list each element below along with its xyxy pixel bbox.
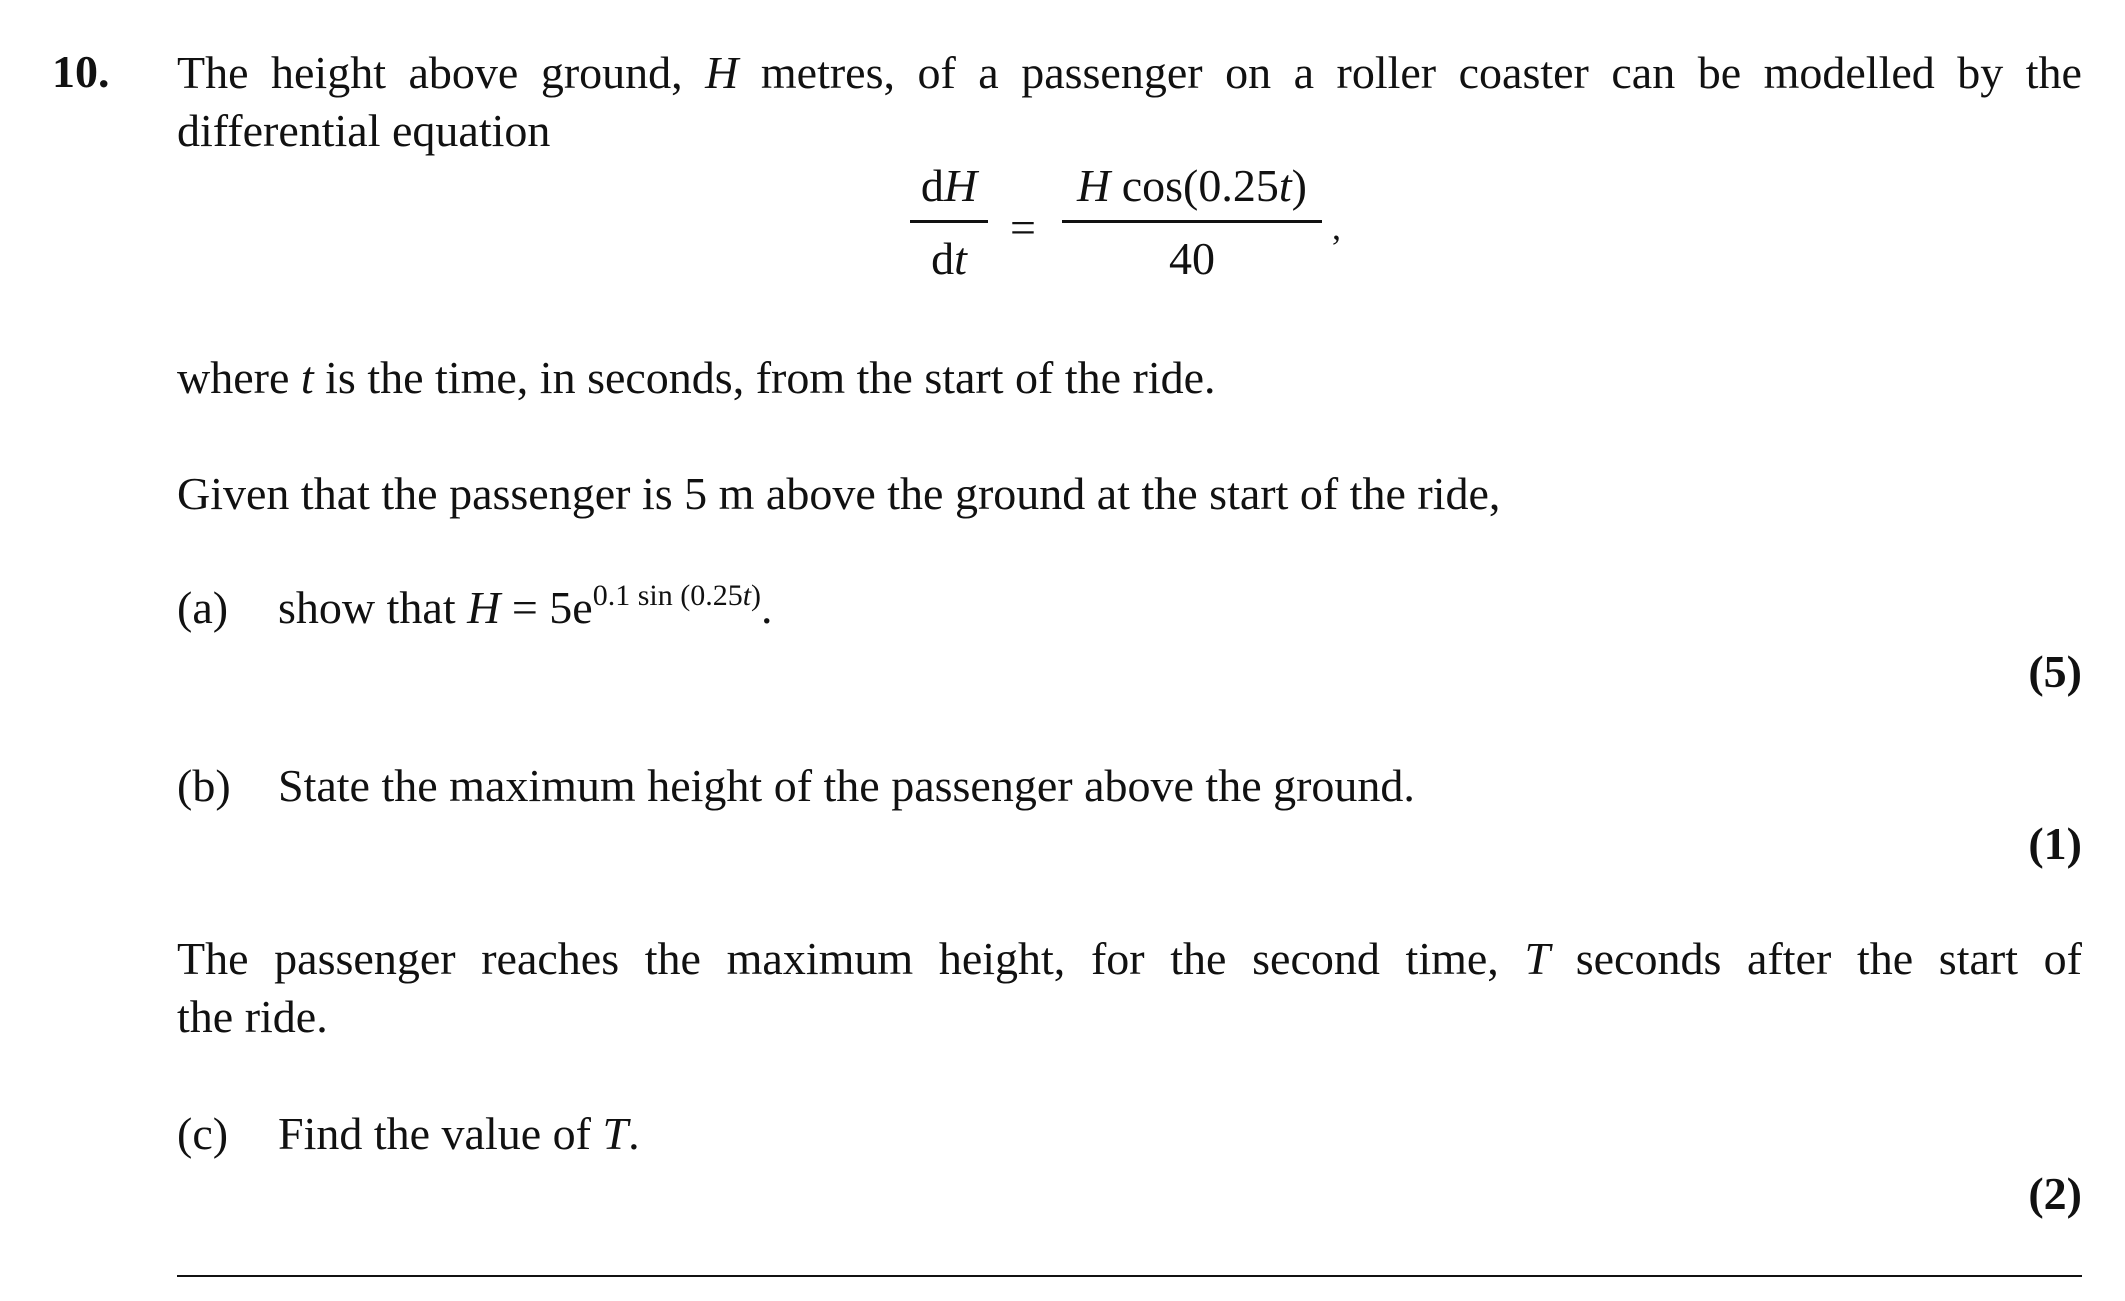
part-a-exponent — [593, 579, 761, 612]
where-text-a: where — [177, 352, 301, 403]
equation-comma: , — [1332, 207, 1341, 247]
part-b-label: (b) — [177, 760, 231, 811]
variable-H: H — [705, 47, 739, 98]
part-b-text: State the maximum height of the passenger above the ground. — [278, 760, 1415, 811]
part-c-stem — [177, 930, 2082, 1046]
lhs-denominator — [910, 231, 988, 287]
lhs-numerator — [910, 158, 988, 214]
stem-var-T: T — [1524, 933, 1551, 984]
where-statement — [177, 350, 1216, 405]
part-b-marks: (1) — [2028, 818, 2082, 869]
part-c-text-b: . — [628, 1108, 640, 1159]
part-a-var-H: H — [467, 582, 501, 633]
equals-sign: = — [1010, 202, 1036, 253]
part-a-text — [278, 580, 773, 635]
where-text-b: is the time, in seconds, from the start of the ride. — [313, 352, 1216, 403]
exponent-a: 0.1 sin (0.25 — [592, 579, 743, 612]
part-a-end: . — [761, 582, 773, 633]
bottom-divider — [177, 1275, 2082, 1277]
variable-t: t — [300, 352, 314, 403]
rhs-num-t: t — [1278, 160, 1292, 211]
question-number: 10. — [52, 46, 110, 97]
exponent-b: ) — [751, 579, 762, 612]
lhs-den-t: t — [954, 233, 967, 284]
rhs-num-H: H — [1077, 160, 1111, 211]
lhs-num-H: H — [943, 160, 978, 211]
rhs-denominator: 40 — [1169, 233, 1215, 284]
part-c-marks: (2) — [2028, 1168, 2082, 1219]
part-a-text-b: = 5e — [500, 582, 593, 633]
part-c-label: (c) — [177, 1108, 229, 1159]
rhs-numerator — [1062, 158, 1322, 214]
exponent-t: t — [742, 579, 752, 612]
lhs-den-d: d — [931, 233, 955, 284]
intro-text-a: The height above ground, — [177, 47, 706, 98]
intro-line-1 — [177, 44, 2082, 102]
stem-text-b: seconds after the start of — [1550, 933, 2082, 984]
stem-line-1 — [177, 930, 2082, 988]
rhs-num-cos: cos(0.25 — [1110, 160, 1279, 211]
part-c-text-a: Find the value of — [278, 1108, 603, 1159]
part-a-text-a: show that — [278, 582, 468, 633]
given-statement: Given that the passenger is 5 m above the ground at the start of the ride, — [177, 468, 1501, 519]
question-intro — [177, 44, 2082, 160]
differential-equation — [890, 158, 1370, 298]
lhs-num-d: d — [920, 160, 944, 211]
part-a-label: (a) — [177, 582, 229, 633]
lhs-fraction-bar — [910, 220, 988, 223]
rhs-fraction-bar — [1062, 220, 1322, 223]
part-c-var-T: T — [602, 1108, 629, 1159]
part-a-marks: (5) — [2028, 646, 2082, 697]
stem-text-a: The passenger reaches the maximum height, for the second time, — [177, 933, 1525, 984]
part-c-text — [278, 1106, 640, 1161]
intro-text-b: metres, of a passenger on a roller coaster can be modelled by the — [738, 47, 2082, 98]
intro-line-2: differential equation — [177, 105, 551, 156]
lhs-fraction — [910, 158, 988, 287]
rhs-fraction — [1062, 158, 1322, 287]
rhs-num-close: ) — [1291, 160, 1307, 211]
stem-line-2: the ride. — [177, 991, 328, 1042]
